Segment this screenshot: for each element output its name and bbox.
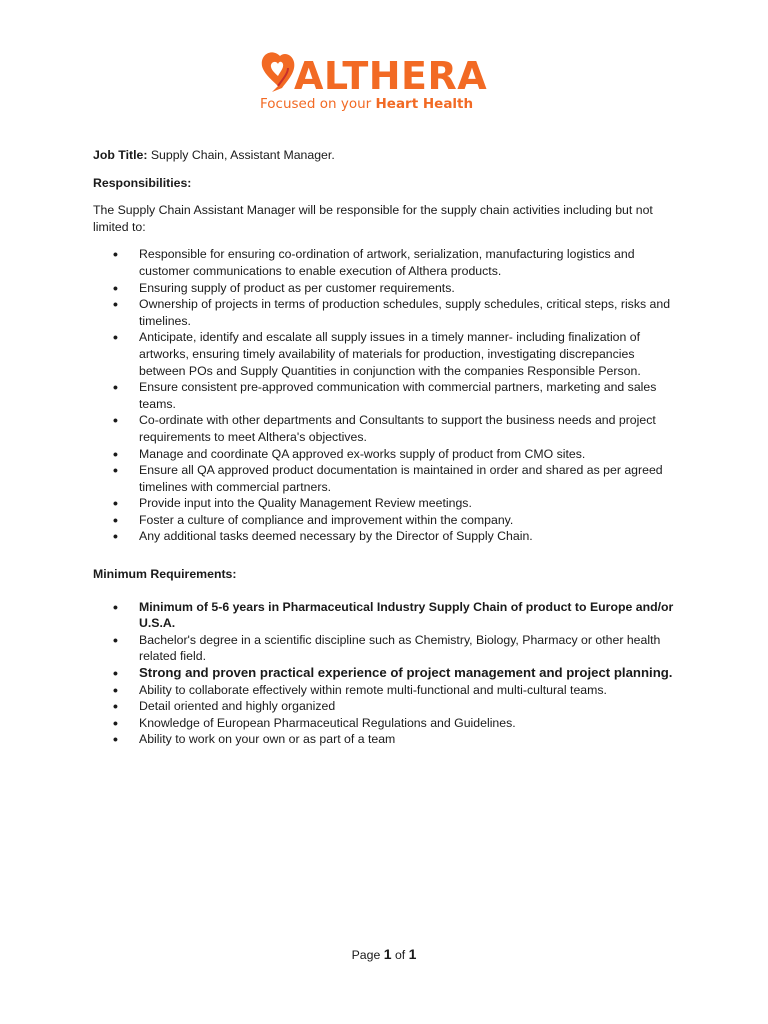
responsibility-item: • Ensuring supply of product as per customer requirements. xyxy=(93,280,678,297)
page-current: 1 xyxy=(383,946,392,962)
job-title-line xyxy=(93,147,678,164)
responsibility-item: • Ensure consistent pre-approved communication with commercial partners, marketing and sales teams. xyxy=(93,379,678,412)
responsibility-item: • Manage and coordinate QA approved ex-works supply of product from CMO sites. xyxy=(93,446,678,463)
job-title-value: Supply Chain, Assistant Manager. xyxy=(147,148,335,162)
requirement-item: • Strong and proven practical experience of project management and project planning. xyxy=(93,665,678,682)
responsibilities-intro: The Supply Chain Assistant Manager will be responsible for the supply chain activities including but not limited to: xyxy=(93,203,653,234)
requirement-item: • Minimum of 5-6 years in Pharmaceutical Industry Supply Chain of product to Europe and/or U.S.A. xyxy=(93,599,678,632)
page-word: Page xyxy=(351,948,381,962)
tagline-regular: Focused on your xyxy=(260,96,376,112)
responsibility-item: • Anticipate, identify and escalate all supply issues in a timely manner- including finalization of artworks, ensuring timely availability of materials for production, investigating discrepancies between POs and Supply Quantities in conjunction with the companies Responsible Person. xyxy=(93,329,678,379)
of-word: of xyxy=(394,948,406,962)
althera-logo xyxy=(258,50,518,118)
page-footer xyxy=(0,946,768,962)
logo-wordmark: ALTHERA xyxy=(294,54,488,98)
document-body xyxy=(93,147,678,748)
tagline-bold: Heart Health xyxy=(375,96,474,112)
responsibility-item: • Co-ordinate with other departments and Consultants to support the business needs and project requirements to meet Althera's objectives. xyxy=(93,412,678,445)
heart-logo-icon xyxy=(258,50,298,94)
requirement-item: • Detail oriented and highly organized xyxy=(93,698,678,715)
responsibilities-list xyxy=(93,246,678,545)
logo-tagline xyxy=(260,96,473,112)
requirements-list xyxy=(93,599,678,748)
page-total: 1 xyxy=(408,946,417,962)
requirement-item: • Bachelor's degree in a scientific discipline such as Chemistry, Biology, Pharmacy or other health related field. xyxy=(93,632,678,665)
requirements-heading: Minimum Requirements: xyxy=(93,567,237,582)
requirement-item: • Knowledge of European Pharmaceutical Regulations and Guidelines. xyxy=(93,715,678,732)
requirement-item: • Ability to work on your own or as part of a team xyxy=(93,731,678,748)
responsibility-item: • Foster a culture of compliance and improvement within the company. xyxy=(93,512,678,529)
responsibility-item: • Any additional tasks deemed necessary by the Director of Supply Chain. xyxy=(93,528,678,545)
responsibility-item: • Provide input into the Quality Management Review meetings. xyxy=(93,495,678,512)
responsibility-item: • Responsible for ensuring co-ordination of artwork, serialization, manufacturing logistics and customer communications to enable execution of Althera products. xyxy=(93,246,678,279)
responsibilities-heading: Responsibilities: xyxy=(93,175,192,190)
job-title-label: Job Title: xyxy=(93,148,148,162)
responsibility-item: • Ownership of projects in terms of production schedules, supply schedules, critical steps, risks and timelines. xyxy=(93,296,678,329)
responsibility-item: • Ensure all QA approved product documentation is maintained in order and shared as per agreed timelines with commercial partners. xyxy=(93,462,678,495)
requirement-item: • Ability to collaborate effectively within remote multi-functional and multi-cultural teams. xyxy=(93,682,678,699)
